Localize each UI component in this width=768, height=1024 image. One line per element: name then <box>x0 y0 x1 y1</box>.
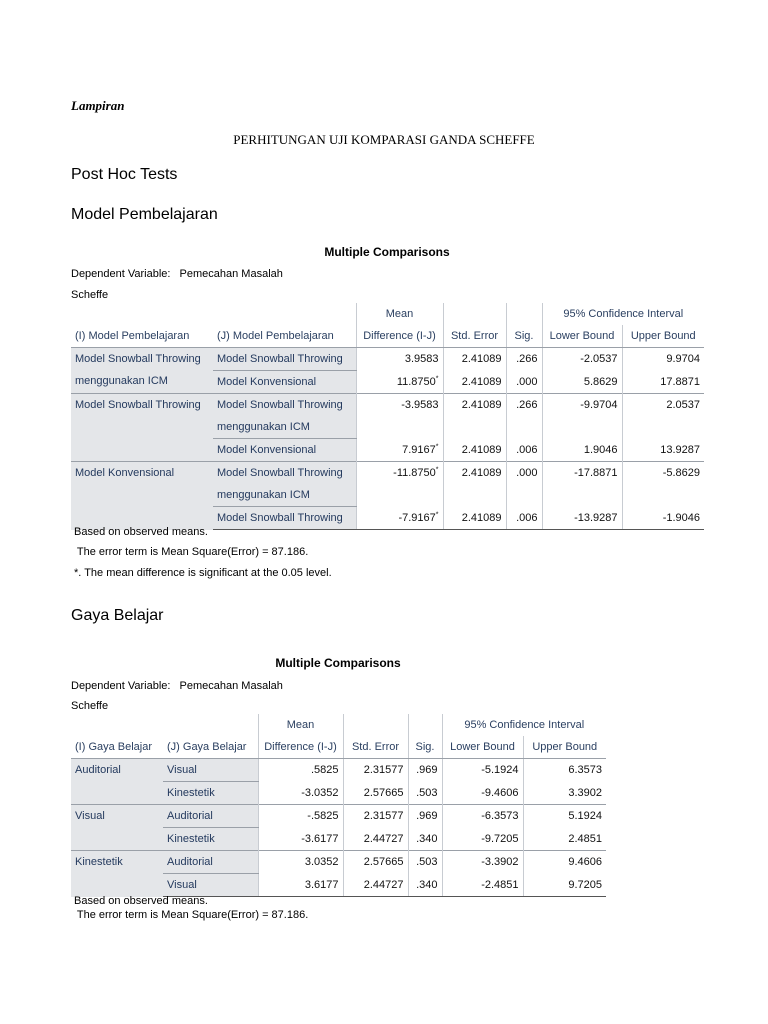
row-label-j: Auditorial <box>163 805 258 828</box>
col-std-error: Std. Error <box>343 736 408 759</box>
lower-bound: -3.3902 <box>442 851 523 874</box>
std-error: 2.57665 <box>343 782 408 805</box>
lower-bound: -6.3573 <box>442 805 523 828</box>
section1-method: Scheffe <box>71 289 109 301</box>
lower-bound: -17.8871 <box>542 462 622 485</box>
mean-diff: .5825 <box>258 759 343 782</box>
mean-diff: -3.0352 <box>258 782 343 805</box>
col-lower: Lower Bound <box>442 736 523 759</box>
sig: .340 <box>408 828 442 851</box>
upper-bound: 5.1924 <box>523 805 606 828</box>
col-std-error: Std. Error <box>443 325 506 348</box>
col-j: (J) Gaya Belajar <box>163 736 258 759</box>
std-error: 2.41089 <box>443 462 506 485</box>
sig: .000 <box>506 462 542 485</box>
mean-diff: -.5825 <box>258 805 343 828</box>
std-error: 2.41089 <box>443 394 506 417</box>
col-ci: 95% Confidence Interval <box>442 714 606 736</box>
upper-bound: -1.9046 <box>622 507 704 530</box>
upper-bound: 9.4606 <box>523 851 606 874</box>
sig: .006 <box>506 439 542 462</box>
std-error: 2.44727 <box>343 828 408 851</box>
section2-table-title: Multiple Comparisons <box>275 656 401 670</box>
std-error: 2.41089 <box>443 439 506 462</box>
row-label-j: Model Snowball Throwing <box>213 394 356 417</box>
table-row <box>71 394 704 417</box>
col-mean-bottom: Difference (I-J) <box>356 325 443 348</box>
upper-bound: 6.3573 <box>523 759 606 782</box>
sig: .266 <box>506 394 542 417</box>
row-label-j: Visual <box>163 874 258 897</box>
col-ci: 95% Confidence Interval <box>542 303 704 325</box>
mean-diff: -3.6177 <box>258 828 343 851</box>
row-label-i: Model Snowball Throwing <box>71 394 213 462</box>
std-error: 2.31577 <box>343 759 408 782</box>
section1-dependent <box>71 268 283 280</box>
row-label-j-line2: menggunakan ICM <box>213 416 356 439</box>
table-row <box>71 805 606 828</box>
row-label-j: Model Konvensional <box>213 439 356 462</box>
upper-bound: 9.9704 <box>622 348 704 371</box>
upper-bound: 2.0537 <box>622 394 704 417</box>
section2-dependent <box>71 680 283 692</box>
row-label-j: Model Snowball Throwing <box>213 462 356 485</box>
section1-table-title: Multiple Comparisons <box>324 245 450 259</box>
std-error: 2.57665 <box>343 851 408 874</box>
mean-diff: 3.0352 <box>258 851 343 874</box>
mean-diff: -3.9583 <box>356 394 443 417</box>
section2-table <box>71 714 606 897</box>
row-label-j: Auditorial <box>163 851 258 874</box>
col-mean-top: Mean <box>258 714 343 736</box>
lower-bound: -5.1924 <box>442 759 523 782</box>
table-row <box>71 462 704 485</box>
row-label-j: Model Snowball Throwing <box>213 507 356 530</box>
row-label-j: Visual <box>163 759 258 782</box>
lower-bound: -2.4851 <box>442 874 523 897</box>
col-j: (J) Model Pembelajaran <box>213 325 356 348</box>
col-lower: Lower Bound <box>542 325 622 348</box>
sig: .340 <box>408 874 442 897</box>
col-upper: Upper Bound <box>622 325 704 348</box>
sig: .503 <box>408 782 442 805</box>
mean-diff: -7.9167* <box>356 507 443 530</box>
row-label-i: Visual <box>71 805 163 851</box>
upper-bound: 3.3902 <box>523 782 606 805</box>
upper-bound: -5.8629 <box>622 462 704 485</box>
row-label-i: Model Konvensional <box>71 462 213 530</box>
lower-bound: -9.9704 <box>542 394 622 417</box>
row-label-i: Model Snowball Throwing menggunakan ICM <box>71 348 213 394</box>
upper-bound: 13.9287 <box>622 439 704 462</box>
lower-bound: 1.9046 <box>542 439 622 462</box>
mean-diff: 3.6177 <box>258 874 343 897</box>
std-error: 2.31577 <box>343 805 408 828</box>
section2-heading: Gaya Belajar <box>71 607 164 624</box>
document-title: PERHITUNGAN UJI KOMPARASI GANDA SCHEFFE <box>233 132 535 147</box>
upper-bound: 17.8871 <box>622 371 704 394</box>
table-row <box>71 759 606 782</box>
sig: .503 <box>408 851 442 874</box>
mean-diff: 11.8750* <box>356 371 443 394</box>
row-label-j: Model Snowball Throwing <box>213 348 356 371</box>
dependent-value: Pemecahan Masalah <box>179 268 283 280</box>
row-label-j: Kinestetik <box>163 782 258 805</box>
lampiran-label: Lampiran <box>71 98 125 113</box>
std-error: 2.44727 <box>343 874 408 897</box>
dependent-label: Dependent Variable: <box>71 680 171 692</box>
section2-note-2: The error term is Mean Square(Error) = 87.186. <box>74 909 309 921</box>
section1-note-3: *. The mean difference is significant at the 0.05 level. <box>74 567 332 579</box>
section2-note-1: Based on observed means. <box>74 895 208 907</box>
lower-bound: -9.4606 <box>442 782 523 805</box>
lower-bound: 5.8629 <box>542 371 622 394</box>
col-i: (I) Gaya Belajar <box>71 736 163 759</box>
upper-bound: 2.4851 <box>523 828 606 851</box>
row-label-j: Model Konvensional <box>213 371 356 394</box>
dependent-label: Dependent Variable: <box>71 268 171 280</box>
row-label-i: Kinestetik <box>71 851 163 897</box>
sig: .969 <box>408 759 442 782</box>
col-mean-bottom: Difference (I-J) <box>258 736 343 759</box>
section1-heading: Model Pembelajaran <box>71 206 218 223</box>
dependent-value: Pemecahan Masalah <box>179 680 283 692</box>
table-row <box>71 348 704 371</box>
section2-method: Scheffe <box>71 700 109 712</box>
mean-diff: 7.9167* <box>356 439 443 462</box>
table-row <box>71 851 606 874</box>
col-sig: Sig. <box>506 325 542 348</box>
col-sig: Sig. <box>408 736 442 759</box>
post-hoc-heading: Post Hoc Tests <box>71 166 178 183</box>
sig: .969 <box>408 805 442 828</box>
col-upper: Upper Bound <box>523 736 606 759</box>
mean-diff: 3.9583 <box>356 348 443 371</box>
section1-note-2: The error term is Mean Square(Error) = 87.186. <box>74 546 309 558</box>
row-label-j: Kinestetik <box>163 828 258 851</box>
sig: .266 <box>506 348 542 371</box>
sig: .000 <box>506 371 542 394</box>
upper-bound: 9.7205 <box>523 874 606 897</box>
row-label-j-line2: menggunakan ICM <box>213 484 356 507</box>
sig: .006 <box>506 507 542 530</box>
std-error: 2.41089 <box>443 507 506 530</box>
section1-table <box>71 303 704 530</box>
lower-bound: -9.7205 <box>442 828 523 851</box>
std-error: 2.41089 <box>443 371 506 394</box>
lower-bound: -13.9287 <box>542 507 622 530</box>
std-error: 2.41089 <box>443 348 506 371</box>
col-i: (I) Model Pembelajaran <box>71 325 213 348</box>
section1-note-1: Based on observed means. <box>74 526 208 538</box>
row-label-i: Auditorial <box>71 759 163 805</box>
col-mean-top: Mean <box>356 303 443 325</box>
mean-diff: -11.8750* <box>356 462 443 485</box>
lower-bound: -2.0537 <box>542 348 622 371</box>
